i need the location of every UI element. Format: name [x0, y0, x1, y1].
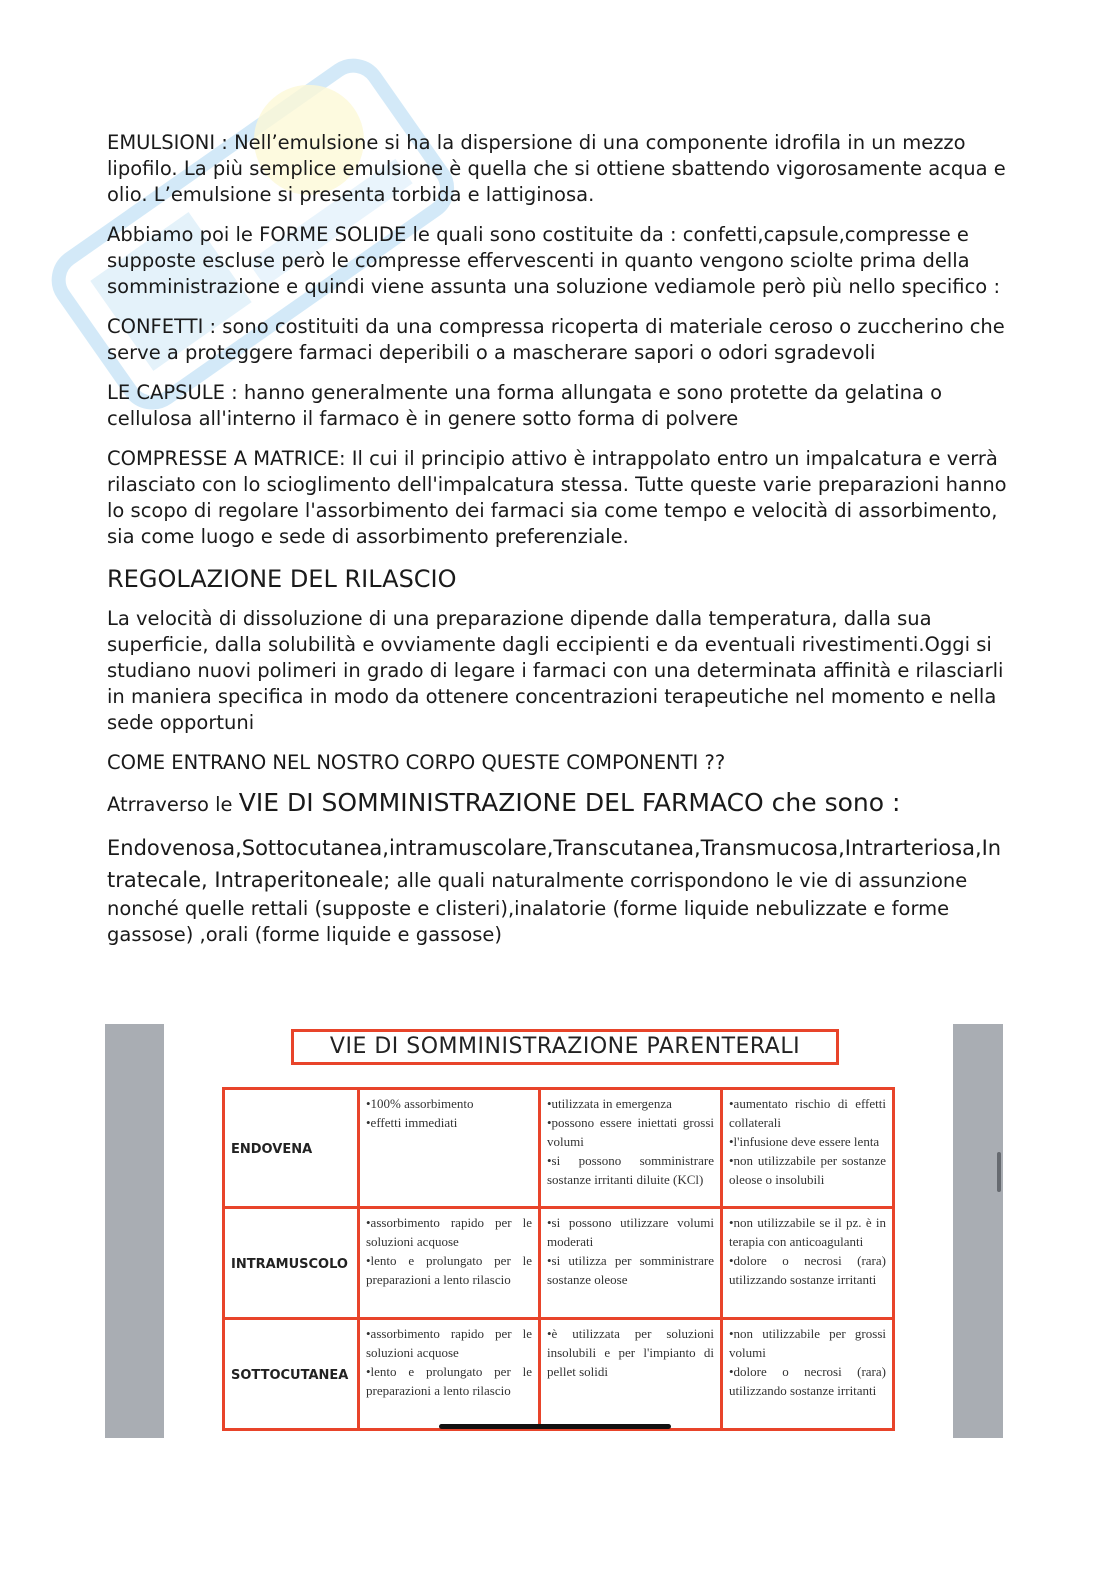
- cell-bullet: •100% assorbimento: [366, 1096, 474, 1111]
- cell-bullet: •è utilizzata per soluzioni insolubili e per l'impianto di pellet solidi: [547, 1326, 714, 1380]
- table-cell: [359, 1319, 540, 1430]
- paragraph-capsule: LE CAPSULE : hanno generalmente una forma allungata e sono protette da gelatina o cellulosa all'interno il farmaco è in genere sotto forma di polvere: [107, 381, 943, 430]
- route-name-cell: ENDOVENA: [224, 1089, 359, 1208]
- table-cell: [540, 1319, 722, 1430]
- table-cell: [722, 1089, 894, 1208]
- routes-table: [222, 1087, 895, 1431]
- table-row: [224, 1319, 894, 1430]
- document-body: [107, 130, 1007, 962]
- cell-bullet: •non utilizzabile se il pz. è in terapia con anticoagulanti: [729, 1215, 886, 1250]
- table-cell: [359, 1208, 540, 1319]
- cell-bullet: •assorbimento rapido per le soluzioni acquose: [366, 1326, 532, 1361]
- screenshot-right-margin: [953, 1024, 1003, 1438]
- table-row: [224, 1208, 894, 1319]
- route-name-cell: SOTTOCUTANEA: [224, 1319, 359, 1430]
- heading-regolazione-rilascio: REGOLAZIONE DEL RILASCIO: [107, 565, 457, 593]
- table-cell: [359, 1089, 540, 1208]
- attraverso-highlight: VIE DI SOMMINISTRAZIONE DEL FARMACO che sono :: [238, 788, 901, 817]
- cell-bullet: •lento e prolungato per le preparazioni a lento rilascio: [366, 1253, 532, 1288]
- cell-bullet: •dolore o necrosi (rara) utilizzando sostanze irritanti: [729, 1253, 886, 1288]
- paragraph-come-entrano: COME ENTRANO NEL NOSTRO CORPO QUESTE COMPONENTI ??: [107, 751, 726, 774]
- paragraph-emulsioni: EMULSIONI : Nell’emulsione si ha la dispersione di una componente idrofila in un mezzo lipofilo. La più semplice emulsione è quella che si ottiene sbattendo vigorosamente acqua e olio. L’emulsione si presenta torbida e lattiginosa.: [107, 131, 1006, 206]
- cell-bullet: •l'infusione deve essere lenta: [729, 1134, 880, 1149]
- home-indicator-bar: [439, 1424, 671, 1429]
- cell-bullet: •si possono utilizzare volumi moderati: [547, 1215, 714, 1250]
- paragraph-confetti: CONFETTI : sono costituiti da una compressa ricoperta di materiale ceroso o zuccherino che serve a proteggere farmaci deperibili o a mascherare sapori o odori sgradevoli: [107, 315, 1005, 364]
- scrollbar-thumb: [997, 1152, 1001, 1192]
- route-name-cell: INTRAMUSCOLO: [224, 1208, 359, 1319]
- cell-bullet: •utilizzata in emergenza: [547, 1096, 672, 1111]
- table-row: [224, 1089, 894, 1208]
- vie-rest: alle quali naturalmente corrispondono le vie di assunzione nonché quelle rettali (supposte e clisteri),inalatorie (forme liquide nebulizzate e forme gassose) ,orali (forme liquide e gassose): [107, 869, 968, 946]
- embedded-screenshot: [105, 1024, 1003, 1438]
- cell-bullet: •assorbimento rapido per le soluzioni acquose: [366, 1215, 532, 1250]
- cell-bullet: •aumentato rischio di effetti collaterali: [729, 1096, 886, 1130]
- table-cell: [722, 1208, 894, 1319]
- cell-bullet: •non utilizzabile per grossi volumi: [729, 1326, 886, 1361]
- cell-bullet: •possono essere iniettati grossi volumi: [547, 1115, 714, 1149]
- table-cell: [540, 1089, 722, 1208]
- paragraph-forme-solide: Abbiamo poi le FORME SOLIDE le quali sono costituite da : confetti,capsule,compresse e supposte escluse però le compresse effervescenti in quanto vengono sciolte prima della somministrazione e quindi viene assunta una soluzione vediamole però più nello specifico :: [107, 223, 1001, 298]
- paragraph-vie-list: [107, 832, 1007, 948]
- cell-bullet: •non utilizzabile per sostanze oleose o insolubili: [729, 1153, 886, 1187]
- paragraph-attraverso: [107, 790, 1007, 818]
- vie-list: Endovenosa,Sottocutanea,intramuscolare,Transcutanea,Transmucosa,Intrarteriosa,Intratecale, Intraperitoneale;: [107, 836, 1002, 892]
- paragraph-velocita: La velocità di dissoluzione di una preparazione dipende dalla temperatura, dalla sua superficie, dalla solubilità e ovviamente dagli eccipienti e da eventuali rivestimenti.Oggi si studiano nuovi polimeri in grado di legare i farmaci con una determinata affinità e rilasciarli in maniera specifica in modo da ottenere concentrazioni terapeutiche nel momento e nella sede opportuni: [107, 607, 1004, 734]
- table-title: VIE DI SOMMINISTRAZIONE PARENTERALI: [291, 1029, 839, 1065]
- cell-bullet: •lento e prolungato per le preparazioni a lento rilascio: [366, 1364, 532, 1399]
- attraverso-prefix: Atrraverso le: [107, 793, 239, 816]
- table-cell: [722, 1319, 894, 1430]
- cell-bullet: •effetti immediati: [366, 1115, 458, 1130]
- paragraph-compresse-matrice: COMPRESSE A MATRICE: Il cui il principio attivo è intrappolato entro un impalcatura e verrà rilasciato con lo scioglimento dell'impalcatura stessa. Tutte queste varie preparazioni hanno lo scopo di regolare l'assorbimento dei farmaci sia come tempo e velocità di assorbimento, sia come luogo e sede di assorbimento preferenziale.: [107, 447, 1007, 548]
- cell-bullet: •si utilizza per somministrare sostanze oleose: [547, 1253, 714, 1288]
- table-cell: [540, 1208, 722, 1319]
- cell-bullet: •si possono somministrare sostanze irritanti diluite (KCl): [547, 1153, 714, 1187]
- cell-bullet: •dolore o necrosi (rara) utilizzando sostanze irritanti: [729, 1364, 886, 1399]
- screenshot-left-margin: [105, 1024, 164, 1438]
